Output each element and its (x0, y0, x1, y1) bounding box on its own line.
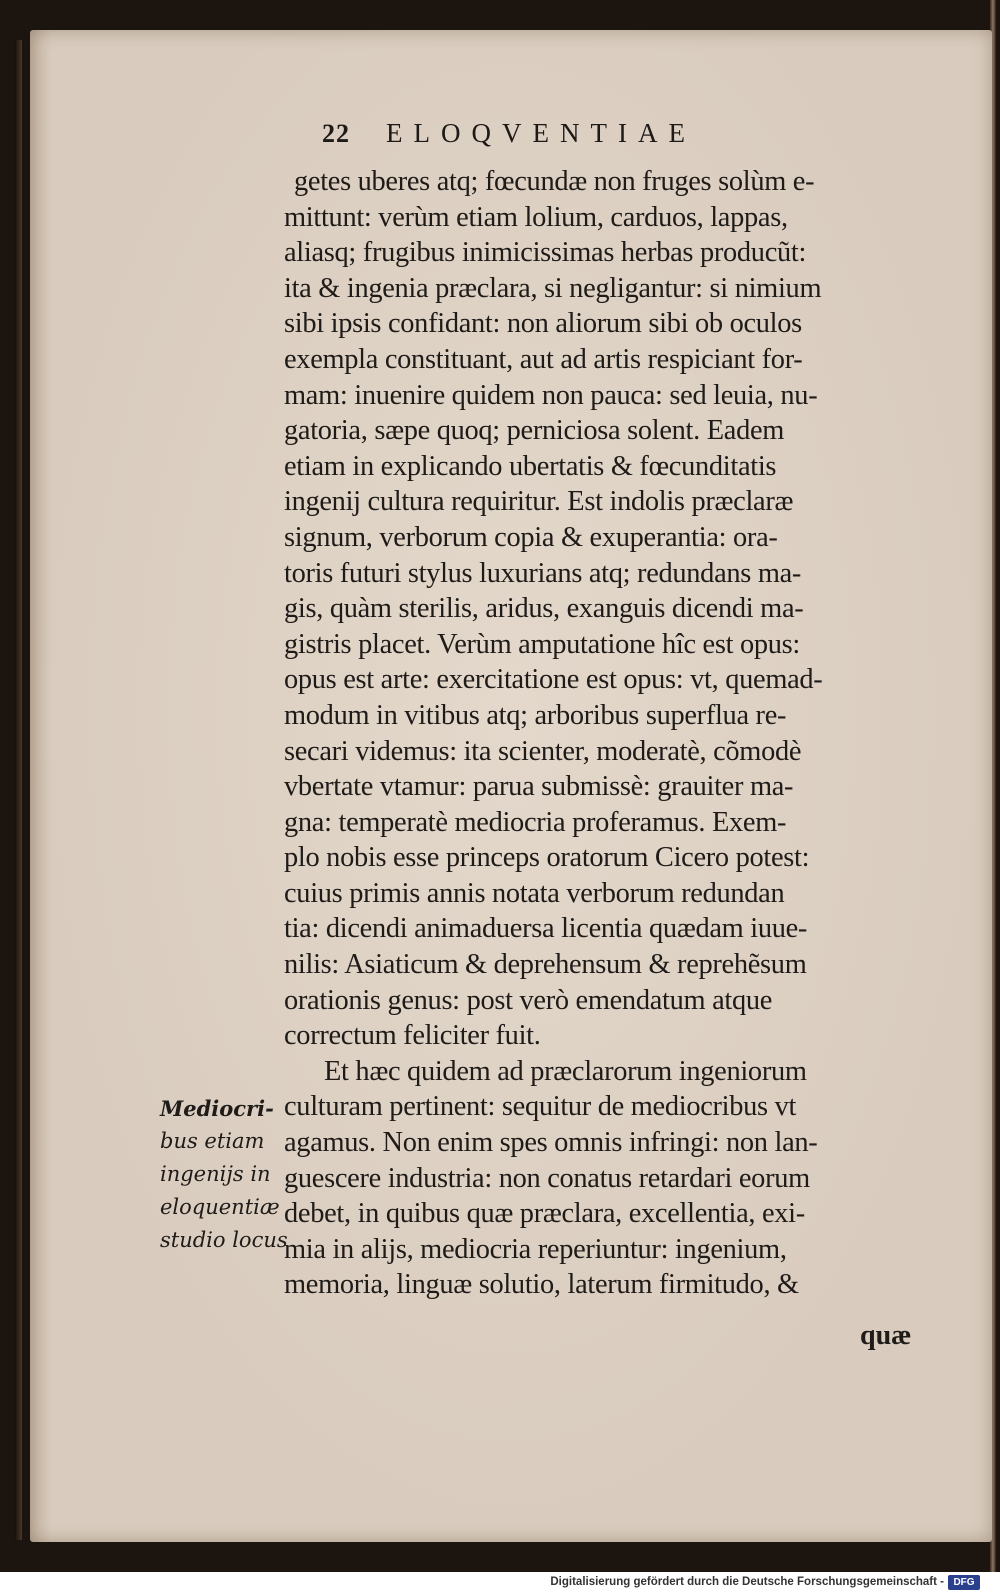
text-line: guescere industria: non conatus retardari eorum (284, 1162, 810, 1194)
text-line: exempla constituant, aut ad artis respiciant for- (284, 343, 803, 375)
text-line: tia: dicendi animaduersa licentia quædam iuue- (284, 913, 808, 945)
text-line: cuius primis annis notata verborum redundan (284, 877, 785, 909)
text-line: etiam in explicando ubertatis & fœcunditatis (284, 450, 777, 482)
main-text-block (284, 164, 956, 1303)
text-line: agamus. Non enim spes omnis infringi: non lan- (284, 1127, 818, 1159)
text-line: mia in alijs, mediocria reperiuntur: ingenium, (284, 1233, 787, 1265)
text-line: mam: inuenire quidem non pauca: sed leuia, nu- (284, 379, 818, 411)
marginal-note (160, 1092, 300, 1257)
page-number: 22 (322, 119, 350, 148)
text-line: signum, verborum copia & exuperantia: ora- (284, 521, 778, 553)
marginal-note-line: bus etiam (160, 1129, 265, 1153)
text-line: getes uberes atq; fœcundæ non fruges solùm e- (294, 166, 815, 197)
text-line: debet, in quibus quæ præclara, excellentia, exi- (284, 1198, 805, 1230)
funding-credit: Digitalisierung gefördert durch die Deutsche Forschungsgemeinschaft - (550, 1576, 944, 1588)
marginal-note-line: Mediocri- (160, 1096, 274, 1121)
text-line: modum in vitibus atq; arboribus superflua re- (284, 699, 787, 731)
text-line: nilis: Asiaticum & deprehensum & reprehẽsum (284, 949, 807, 981)
marginal-note-line: eloquentiæ (160, 1195, 280, 1219)
text-line: correctum feliciter fuit. (284, 1020, 541, 1052)
text-line: secari videmus: ita scienter, moderatè, cõmodè (284, 735, 802, 767)
text-line: gistris placet. Verùm amputatione hîc est opus: (284, 628, 801, 660)
footer-bar (0, 1572, 1000, 1596)
text-line: gis, quàm sterilis, aridus, exanguis dicendi ma- (284, 593, 804, 625)
text-line: sibi ipsis confidant: non aliorum sibi ob oculos (284, 308, 802, 340)
text-line: orationis genus: post verò emendatum atque (284, 984, 773, 1016)
text-line: vbertate vtamur: parua submissè: grauiter ma- (284, 771, 794, 803)
text-line: gatoria, sæpe quoq; perniciosa solent. Eadem (284, 415, 785, 447)
marginal-note-line: studio locus (160, 1228, 288, 1252)
text-line: memoria, linguæ solutio, laterum firmitudo, & (284, 1269, 799, 1301)
text-line: aliasq; frugibus inimicissimas herbas producũt: (284, 237, 807, 269)
text-line: mittunt: verùm etiam lolium, carduos, lappas, (284, 201, 788, 233)
catchword: quæ (860, 1320, 912, 1351)
text-line: ingenij cultura requiritur. Est indolis præclaræ (284, 486, 794, 518)
text-line: toris futuri stylus luxurians atq; redundans ma- (284, 557, 802, 589)
dfg-logo-icon: DFG (948, 1575, 980, 1590)
text-line: culturam pertinent: sequitur de mediocribus vt (284, 1091, 797, 1123)
marginal-note-line: ingenijs in (160, 1162, 271, 1186)
running-title: ELOQVENTIAE (386, 118, 696, 148)
text-line: gna: temperatè mediocria proferamus. Exem- (284, 806, 787, 838)
book-binding-edge (14, 40, 22, 1540)
text-line: opus est arte: exercitatione est opus: vt, quemad- (284, 664, 823, 696)
text-line: plo nobis esse princeps oratorum Cicero potest: (284, 842, 810, 874)
text-line: Et hæc quidem ad præclarorum ingeniorum (324, 1055, 807, 1087)
running-head (322, 118, 696, 158)
text-line: ita & ingenia præclara, si negligantur: si nimium (284, 272, 822, 304)
